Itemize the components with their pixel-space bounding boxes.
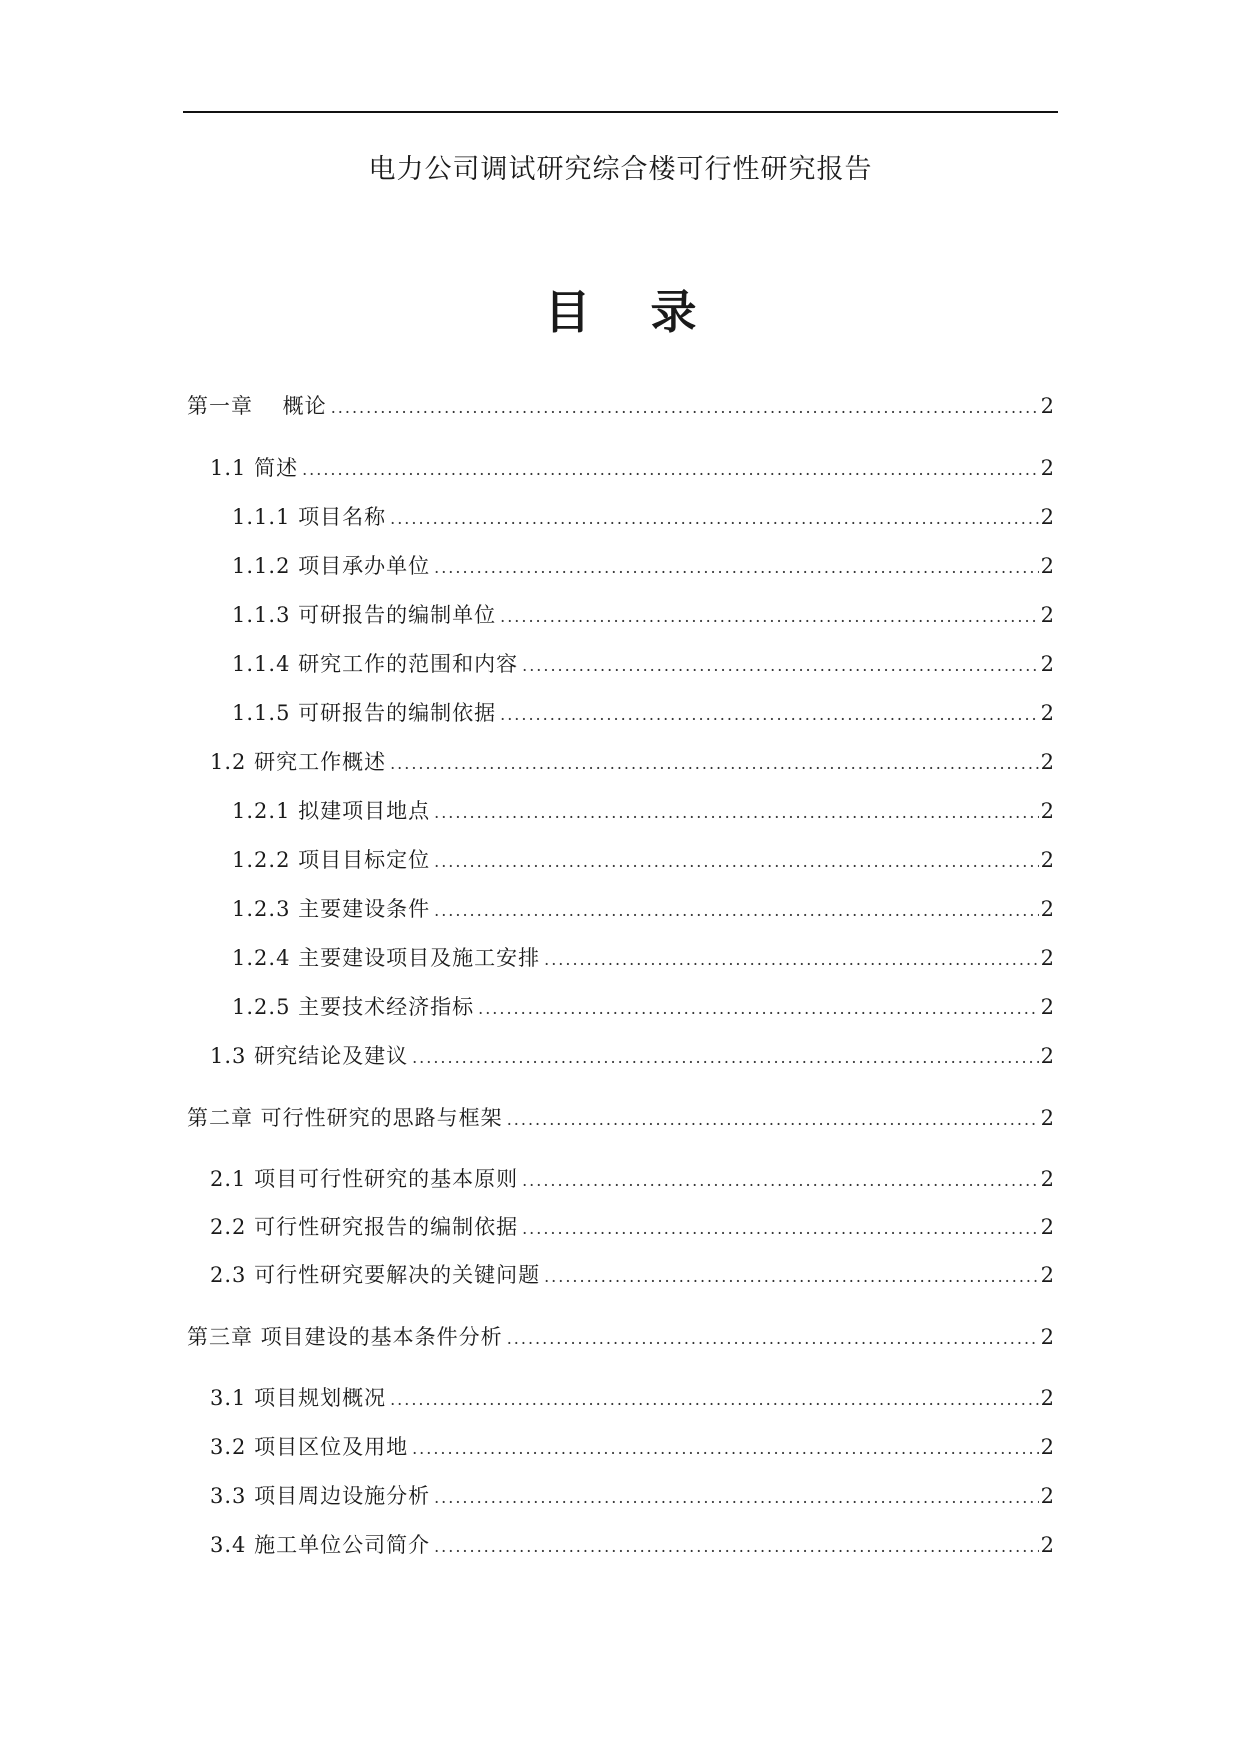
toc-page-number: 2 — [1040, 897, 1054, 921]
toc-entry-label: 1.2.1 拟建项目地点 — [232, 799, 431, 823]
toc-dot-leader — [390, 502, 1039, 536]
toc-entry-section-1-2-4[interactable] — [232, 941, 1054, 975]
toc-dot-leader — [434, 845, 1039, 879]
toc-entry-label: 1.2.2 项目目标定位 — [232, 848, 431, 872]
toc-entry-section-3-4[interactable] — [210, 1528, 1054, 1562]
toc-entry-label: 第一章 概论 — [187, 394, 327, 418]
toc-page-number: 2 — [1040, 1325, 1054, 1349]
toc-page-number: 2 — [1040, 394, 1054, 418]
toc-entry-label: 1.2.3 主要建设条件 — [232, 897, 431, 921]
toc-entry-section-2-3[interactable] — [210, 1258, 1054, 1292]
toc-page-number: 2 — [1040, 799, 1054, 823]
toc-dot-leader — [507, 1103, 1039, 1137]
toc-page-number: 2 — [1040, 554, 1054, 578]
toc-dot-leader — [434, 1481, 1039, 1515]
toc-page-number: 2 — [1040, 946, 1054, 970]
toc-page-number: 2 — [1040, 1533, 1054, 1557]
toc-page-number: 2 — [1040, 456, 1054, 480]
toc-heading: 目录 — [544, 285, 757, 339]
toc-page-number: 2 — [1040, 1044, 1054, 1068]
toc-entry-section-1-2[interactable] — [210, 745, 1054, 779]
toc-entry-chapter-2[interactable] — [187, 1101, 1054, 1135]
toc-dot-leader — [507, 1322, 1039, 1356]
toc-entry-label: 1.1.4 研究工作的范围和内容 — [232, 652, 519, 676]
toc-page-number: 2 — [1040, 1106, 1054, 1130]
toc-entry-section-1-1[interactable] — [210, 451, 1054, 485]
toc-dot-leader — [331, 391, 1039, 425]
toc-entry-section-1-2-5[interactable] — [232, 990, 1054, 1024]
toc-dot-leader — [434, 894, 1039, 928]
toc-dot-leader — [434, 796, 1039, 830]
toc-entry-section-1-3[interactable] — [210, 1039, 1054, 1073]
toc-entry-section-1-2-3[interactable] — [232, 892, 1054, 926]
toc-entry-chapter-1[interactable] — [187, 389, 1054, 423]
toc-entry-label: 1.1.1 项目名称 — [232, 505, 387, 529]
toc-page-number: 2 — [1040, 1484, 1054, 1508]
toc-dot-leader — [434, 551, 1039, 585]
toc-dot-leader — [412, 1432, 1039, 1466]
toc-entry-label: 1.1.5 可研报告的编制依据 — [232, 701, 497, 725]
toc-entry-section-2-1[interactable] — [210, 1162, 1054, 1196]
toc-page-number: 2 — [1040, 603, 1054, 627]
toc-entry-section-1-1-1[interactable] — [232, 500, 1054, 534]
toc-dot-leader — [522, 1164, 1039, 1198]
toc-entry-label: 1.1 简述 — [210, 456, 299, 480]
toc-dot-leader — [302, 453, 1039, 487]
toc-dot-leader — [390, 1383, 1039, 1417]
toc-entry-label: 第二章 可行性研究的思路与框架 — [187, 1106, 503, 1130]
toc-entry-label: 3.4 施工单位公司简介 — [210, 1533, 431, 1557]
toc-dot-leader — [522, 649, 1039, 683]
toc-entry-label: 1.2.5 主要技术经济指标 — [232, 995, 475, 1019]
toc-dot-leader — [522, 1212, 1039, 1246]
toc-page-number: 2 — [1040, 750, 1054, 774]
toc-entry-label: 1.1.2 项目承办单位 — [232, 554, 431, 578]
toc-entry-section-3-2[interactable] — [210, 1430, 1054, 1464]
toc-page-number: 2 — [1040, 1386, 1054, 1410]
toc-page-number: 2 — [1040, 1435, 1054, 1459]
toc-entry-section-1-1-4[interactable] — [232, 647, 1054, 681]
toc-entry-label: 3.3 项目周边设施分析 — [210, 1484, 431, 1508]
toc-entry-chapter-3[interactable] — [187, 1320, 1054, 1354]
toc-entry-label: 2.1 项目可行性研究的基本原则 — [210, 1167, 519, 1191]
toc-dot-leader — [390, 747, 1039, 781]
toc-dot-leader — [434, 1530, 1039, 1564]
document-title: 电力公司调试研究综合楼可行性研究报告 — [368, 154, 873, 185]
toc-entry-label: 3.1 项目规划概况 — [210, 1386, 387, 1410]
toc-entry-section-1-2-2[interactable] — [232, 843, 1054, 877]
toc-page-number: 2 — [1040, 1215, 1054, 1239]
toc-page-number: 2 — [1040, 995, 1054, 1019]
toc-entry-label: 1.2 研究工作概述 — [210, 750, 387, 774]
toc-entry-section-2-2[interactable] — [210, 1210, 1054, 1244]
toc-dot-leader — [544, 1260, 1039, 1294]
toc-entry-label: 2.3 可行性研究要解决的关键问题 — [210, 1263, 541, 1287]
toc-entry-section-1-1-5[interactable] — [232, 696, 1054, 730]
toc-page-number: 2 — [1040, 1167, 1054, 1191]
toc-page-number: 2 — [1040, 848, 1054, 872]
toc-entry-label: 3.2 项目区位及用地 — [210, 1435, 409, 1459]
toc-dot-leader — [478, 992, 1039, 1026]
toc-dot-leader — [500, 698, 1039, 732]
toc-entry-section-1-2-1[interactable] — [232, 794, 1054, 828]
toc-dot-leader — [412, 1041, 1039, 1075]
toc-dot-leader — [500, 600, 1039, 634]
toc-entry-section-1-1-3[interactable] — [232, 598, 1054, 632]
toc-page-number: 2 — [1040, 652, 1054, 676]
toc-entry-section-1-1-2[interactable] — [232, 549, 1054, 583]
toc-page-number: 2 — [1040, 505, 1054, 529]
toc-entry-label: 1.3 研究结论及建议 — [210, 1044, 409, 1068]
toc-entry-label: 第三章 项目建设的基本条件分析 — [187, 1325, 503, 1349]
toc-page-number: 2 — [1040, 701, 1054, 725]
toc-page-number: 2 — [1040, 1263, 1054, 1287]
toc-entry-section-3-3[interactable] — [210, 1479, 1054, 1513]
toc-entry-section-3-1[interactable] — [210, 1381, 1054, 1415]
toc-entry-label: 1.2.4 主要建设项目及施工安排 — [232, 946, 541, 970]
toc-entry-label: 1.1.3 可研报告的编制单位 — [232, 603, 497, 627]
toc-dot-leader — [544, 943, 1039, 977]
toc-entry-label: 2.2 可行性研究报告的编制依据 — [210, 1215, 519, 1239]
